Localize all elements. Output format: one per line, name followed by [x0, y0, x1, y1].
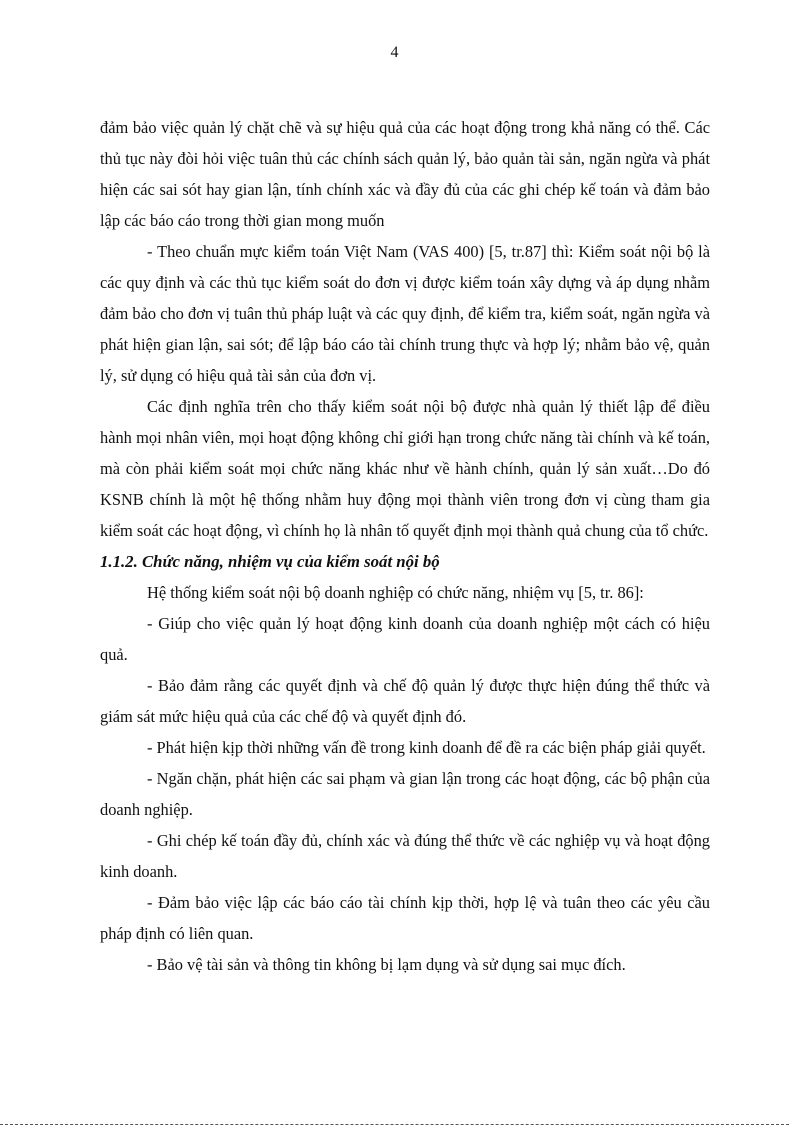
list-item-financial-reporting: - Đảm bảo việc lập các báo cáo tài chính kịp thời, hợp lệ và tuân theo các yêu cầu pháp định có liên quan.	[100, 893, 710, 943]
list-item-asset-protection: - Bảo vệ tài sản và thông tin không bị lạm dụng và sử dụng sai mục đích.	[147, 955, 626, 974]
section-heading: 1.1.2. Chức năng, nhiệm vụ của kiểm soát nội bộ	[100, 552, 440, 571]
list-item-efficiency: - Giúp cho việc quản lý hoạt động kinh doanh của doanh nghiệp một cách có hiệu quả.	[100, 614, 710, 664]
footer-divider	[0, 1124, 789, 1125]
list-item-accounting-records: - Ghi chép kế toán đầy đủ, chính xác và đúng thể thức về các nghiệp vụ và hoạt động kinh doanh.	[100, 831, 710, 881]
list-item-prevention: - Ngăn chặn, phát hiện các sai phạm và gian lận trong các hoạt động, các bộ phận của doanh nghiệp.	[100, 769, 710, 819]
paragraph-vas400-definition: - Theo chuẩn mực kiểm toán Việt Nam (VAS 400) [5, tr.87] thì: Kiểm soát nội bộ là các quy định và các thủ tục kiểm soát do đơn vị được kiểm toán xây dựng và áp dụng nhằm đảm bảo cho đơn vị tuân thủ pháp luật và các quy định, để kiểm tra, kiểm soát, ngăn ngừa và phát hiện gian lận, sai sót; để lập báo cáo tài chính trung thực và hợp lý; nhằm bảo vệ, quản lý, sử dụng có hiệu quả tài sản của đơn vị.	[100, 242, 710, 385]
list-item-detection: - Phát hiện kịp thời những vấn đề trong kinh doanh để đề ra các biện pháp giải quyết.	[147, 738, 706, 757]
paragraph-definitions-summary: Các định nghĩa trên cho thấy kiểm soát nội bộ được nhà quản lý thiết lập để điều hành mọi nhân viên, mọi hoạt động không chỉ giới hạn trong chức năng tài chính và kế toán, mà còn phải kiểm soát mọi chức năng khác như về hành chính, quản lý sản xuất…Do đó KSNB chính là một hệ thống nhằm huy động mọi thành viên trong đơn vị cùng tham gia kiểm soát các hoạt động, vì chính họ là nhân tố quyết định mọi thành quả chung của tổ chức.	[100, 397, 710, 540]
section-intro: Hệ thống kiểm soát nội bộ doanh nghiệp có chức năng, nhiệm vụ [5, tr. 86]:	[147, 583, 644, 602]
list-item-compliance: - Bảo đảm rằng các quyết định và chế độ quản lý được thực hiện đúng thể thức và giám sát mức hiệu quả của các chế độ và quyết định đó.	[100, 676, 710, 726]
document-body	[100, 112, 710, 980]
paragraph-continuation: đảm bảo việc quản lý chặt chẽ và sự hiệu quả của các hoạt động trong khả năng có thể. Các thủ tục này đòi hỏi việc tuân thủ các chính sách quản lý, bảo quản tài sản, ngăn ngừa và phát hiện các sai sót hay gian lận, tính chính xác và đầy đủ của các ghi chép kế toán và đảm bảo lập các báo cáo trong thời gian mong muốn	[100, 118, 710, 230]
page-number: 4	[390, 44, 399, 61]
